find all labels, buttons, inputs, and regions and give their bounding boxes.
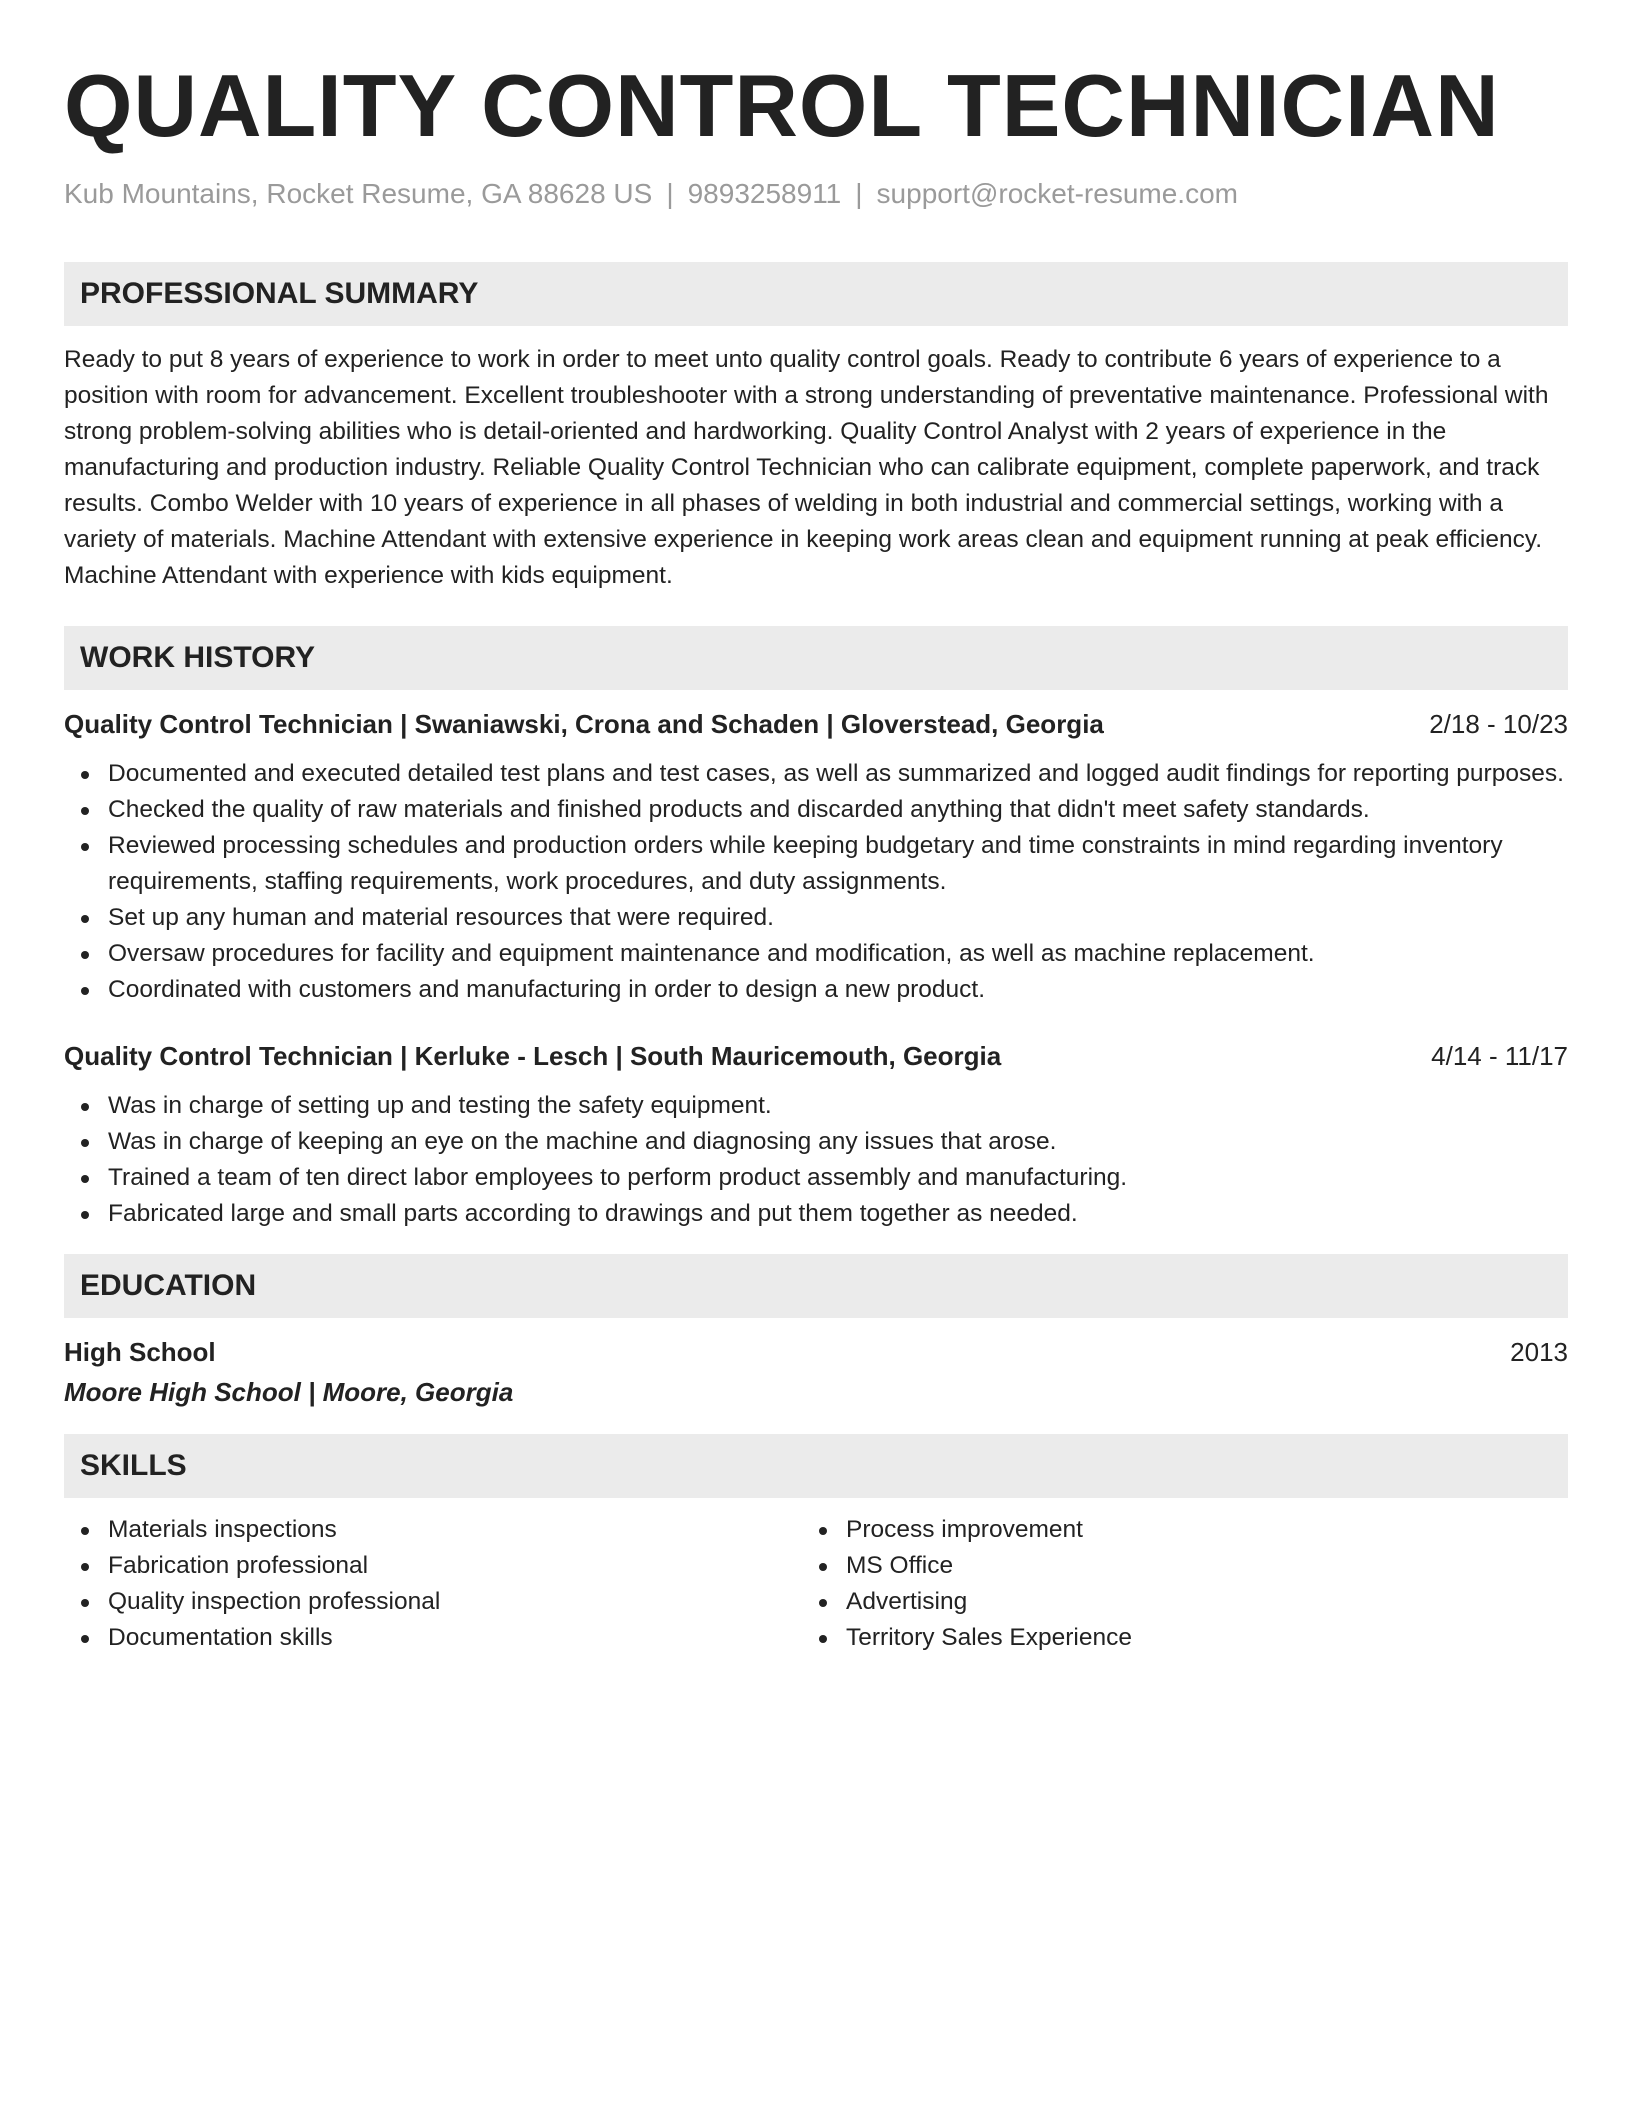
job-bullet: Set up any human and material resources that were required. <box>64 900 1568 936</box>
job-bullet: Coordinated with customers and manufacturing in order to design a new product. <box>64 972 1568 1008</box>
job-bullet-list <box>64 756 1568 1008</box>
job-dates: 4/14 - 11/17 <box>1431 1041 1568 1071</box>
contact-separator: | <box>666 178 674 209</box>
job-bullet: Oversaw procedures for facility and equipment maintenance and modification, as well as machine replacement. <box>64 936 1568 972</box>
job-bullet: Reviewed processing schedules and production orders while keeping budgetary and time constraints in mind regarding inventory requirements, staffing requirements, work procedures, and duty assignments. <box>64 828 1568 900</box>
skills-column-left <box>64 1512 802 1656</box>
job-bullet: Checked the quality of raw materials and finished products and discarded anything that didn't meet safety standards. <box>64 792 1568 828</box>
skill-item: Territory Sales Experience <box>802 1620 1540 1656</box>
education-year: 2013 <box>1510 1337 1568 1367</box>
skills-heading: SKILLS <box>64 1434 1568 1498</box>
education-school: Moore High School | Moore, Georgia <box>64 1377 514 1407</box>
skills-grid <box>64 1512 1568 1656</box>
skill-item: Advertising <box>802 1584 1540 1620</box>
job-title: Quality Control Technician | Kerluke - Lesch | South Mauricemouth, Georgia <box>64 1041 1002 1071</box>
job-header <box>64 1038 1568 1074</box>
job-bullet: Was in charge of setting up and testing the safety equipment. <box>64 1088 1568 1124</box>
skill-item: Fabrication professional <box>64 1548 802 1584</box>
skill-item: MS Office <box>802 1548 1540 1584</box>
skills-list <box>64 1512 802 1656</box>
job-bullet: Was in charge of keeping an eye on the machine and diagnosing any issues that arose. <box>64 1124 1568 1160</box>
job-dates: 2/18 - 10/23 <box>1429 709 1568 739</box>
job-header <box>64 706 1568 742</box>
candidate-name: QUALITY CONTROL TECHNICIAN <box>64 56 1500 155</box>
contact-address: Kub Mountains, Rocket Resume, GA 88628 US <box>64 178 653 209</box>
summary-text: Ready to put 8 years of experience to work in order to meet unto quality control goals. Ready to contribute 6 years of experience to a position with room for advancement. Excellent troubleshooter with a strong understanding of preventative maintenance. Professional with strong problem-solving abilities who is detail-oriented and hardworking. Quality Control Analyst with 2 years of experience in the manufacturing and production industry. Reliable Quality Control Technician who can calibrate equipment, complete paperwork, and track results. Combo Welder with 10 years of experience in all phases of welding in both industrial and commercial settings, working with a variety of materials. Machine Attendant with extensive experience in keeping work areas clean and equipment running at peak efficiency. Machine Attendant with experience with kids equipment. <box>64 346 1549 589</box>
job-bullet: Fabricated large and small parts according to drawings and put them together as needed. <box>64 1196 1568 1232</box>
work-history-heading: WORK HISTORY <box>64 626 1568 690</box>
job-title: Quality Control Technician | Swaniawski, Crona and Schaden | Gloverstead, Georgia <box>64 709 1104 739</box>
contact-email: support@rocket-resume.com <box>876 178 1238 209</box>
education-heading: EDUCATION <box>64 1254 1568 1318</box>
contact-phone: 9893258911 <box>687 178 842 209</box>
job-bullet-list <box>64 1088 1568 1232</box>
skill-item: Materials inspections <box>64 1512 802 1548</box>
job-bullet: Documented and executed detailed test plans and test cases, as well as summarized and logged audit findings for reporting purposes. <box>64 756 1568 792</box>
skill-item: Documentation skills <box>64 1620 802 1656</box>
skills-column-right <box>802 1512 1540 1656</box>
skill-item: Quality inspection professional <box>64 1584 802 1620</box>
skills-list <box>802 1512 1540 1656</box>
summary-heading: PROFESSIONAL SUMMARY <box>64 262 1568 326</box>
education-header <box>64 1334 1568 1370</box>
skill-item: Process improvement <box>802 1512 1540 1548</box>
education-degree: High School <box>64 1337 216 1367</box>
job-bullet: Trained a team of ten direct labor employees to perform product assembly and manufacturing. <box>64 1160 1568 1196</box>
contact-line <box>64 176 1568 212</box>
contact-separator: | <box>855 178 863 209</box>
